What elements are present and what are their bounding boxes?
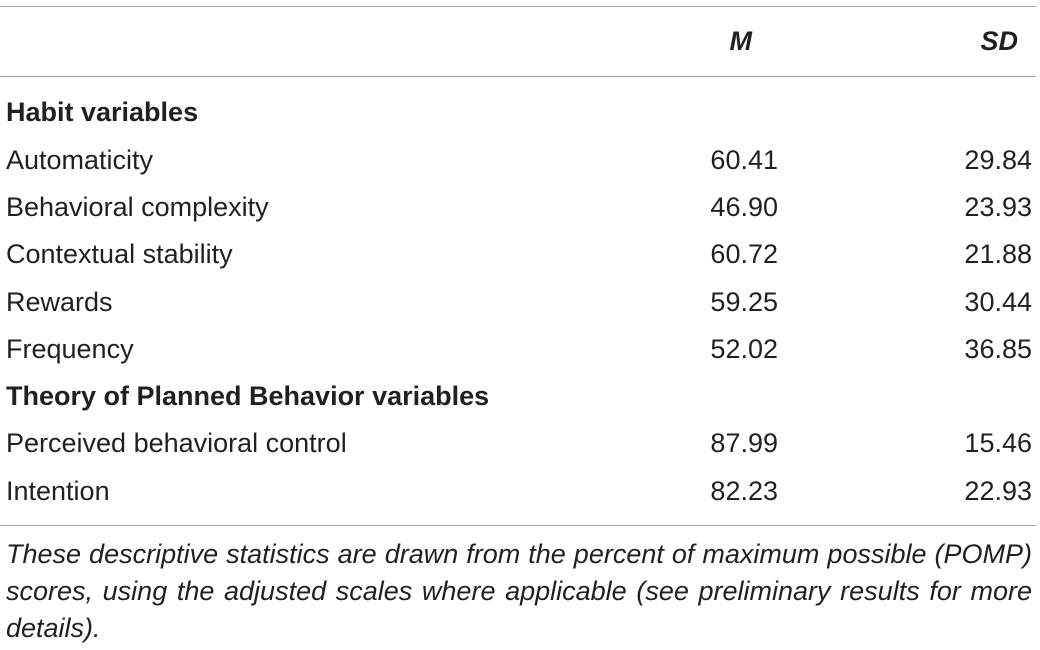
table-footnote: These descriptive statistics are drawn from the percent of maximum possible (POMP) scores, using the adjusted scales where applicable (see preliminary results for more details). [6, 539, 1032, 643]
row-m: 82.23 [710, 476, 778, 506]
table-row [0, 234, 1036, 274]
table-row [0, 187, 1036, 227]
row-m: 60.41 [710, 145, 778, 175]
table-row [0, 471, 1036, 511]
row-sd: 30.44 [964, 287, 1032, 317]
table-row [0, 423, 1036, 463]
row-m: 87.99 [710, 428, 778, 458]
row-label: Perceived behavioral control [6, 428, 347, 458]
row-label: Behavioral complexity [6, 192, 269, 222]
row-label: Contextual stability [6, 239, 233, 269]
row-label: Rewards [6, 287, 113, 317]
table-row [0, 282, 1036, 322]
row-label: Intention [6, 476, 110, 506]
row-label: Automaticity [6, 145, 154, 175]
row-sd: 29.84 [964, 145, 1032, 175]
row-sd: 21.88 [964, 239, 1032, 269]
row-m: 59.25 [710, 287, 778, 317]
section-title: Theory of Planned Behavior variables [6, 381, 490, 411]
row-sd: 15.46 [964, 428, 1032, 458]
table-row [0, 329, 1036, 369]
header-row [0, 21, 1036, 61]
header-m: M [729, 26, 752, 56]
section-heading-habit [0, 92, 1036, 132]
row-m: 52.02 [710, 334, 778, 364]
section-heading-tpb [0, 376, 1036, 416]
row-sd: 23.93 [964, 192, 1032, 222]
row-m: 60.72 [710, 239, 778, 269]
table-row [0, 140, 1036, 180]
row-sd: 22.93 [964, 476, 1032, 506]
top-rule [0, 6, 1036, 7]
bottom-rule [0, 525, 1036, 526]
row-m: 46.90 [710, 192, 778, 222]
section-title: Habit variables [6, 97, 199, 127]
header-sd: SD [980, 26, 1018, 56]
row-label: Frequency [6, 334, 134, 364]
header-rule [0, 76, 1036, 77]
row-sd: 36.85 [964, 334, 1032, 364]
